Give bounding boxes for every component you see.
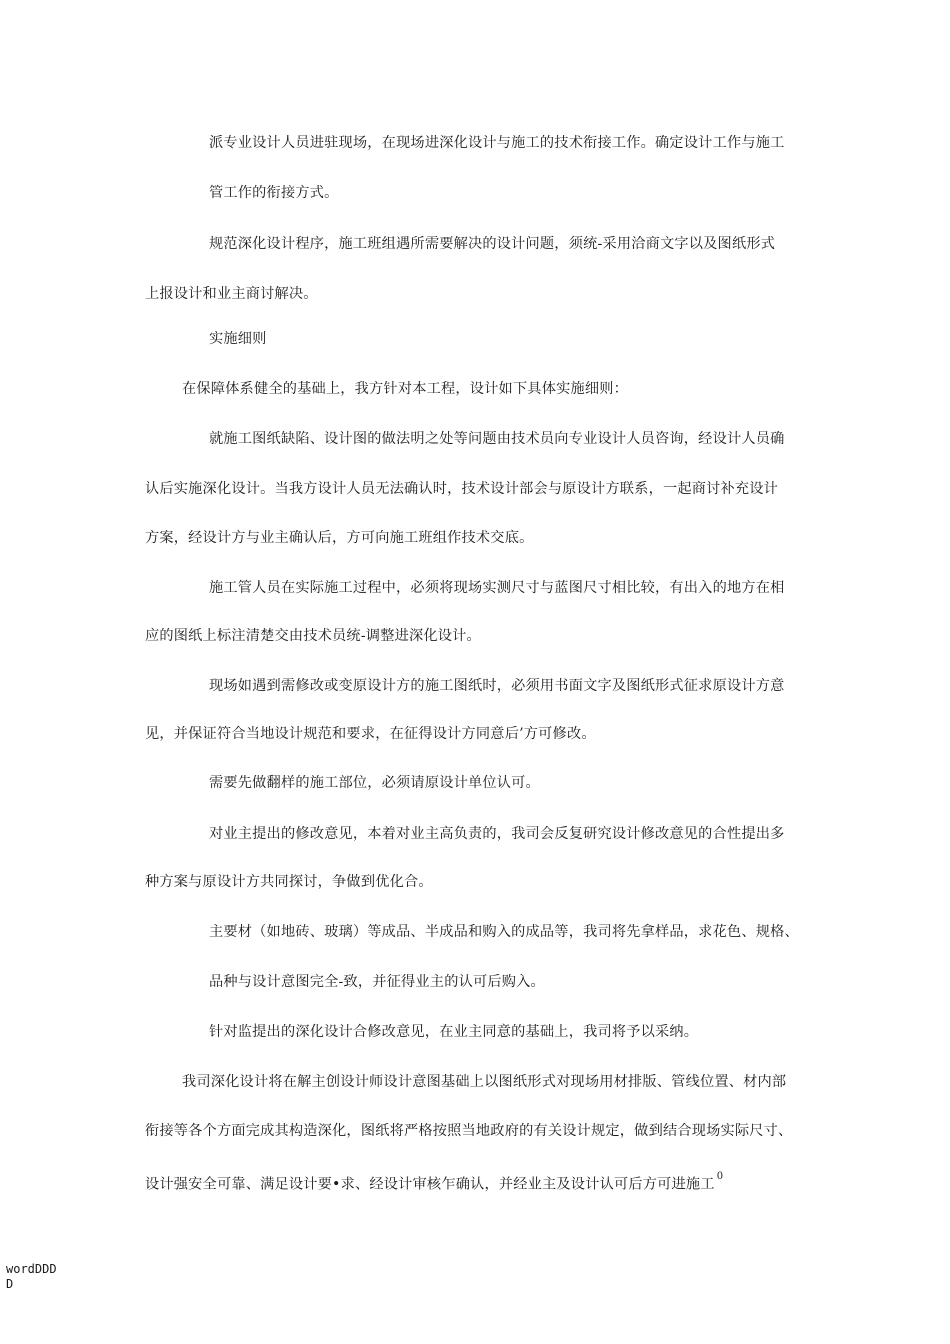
paragraph-line: 见，并保证符合当地设计规范和要求，在征得设计方同意后’方可修改。 — [145, 726, 596, 742]
paragraph-line: 在保障体系健全的基础上，我方针对本工程，设计如下具体实施细则： — [182, 381, 629, 397]
paragraph-line: 方案，经设计方与业主确认后，方可向施工班组作技术交底。 — [145, 530, 534, 546]
paragraph-line: 规范深化设计程序，施工班组遇所需要解决的设计问题，须统-采用洽商文字以及图纸形式 — [209, 236, 776, 252]
paragraph-line: 需要先做翻样的施工部位，必须请原设计单位认可。 — [209, 775, 540, 791]
paragraph-line: 施工管人员在实际施工过程中，必须将现场实测尺寸与蓝图尺寸相比较，有出入的地方在相 — [209, 580, 785, 596]
paragraph-line: 管工作的衔接方式。 — [209, 185, 339, 201]
paragraph-line: 就施工图纸缺陷、设计图的做法明之处等问题由技术员向专业设计人员咨询，经设计人员确 — [209, 431, 785, 447]
paragraph-line: 应的图纸上标注清楚交由技术员统-调整进深化设计。 — [145, 628, 481, 644]
page-footer — [6, 1262, 57, 1292]
paragraph-line: 主要材（如地砖、玻璃）等成品、半成品和购入的成品等，我司将先拿样品，求花色、规格、 — [209, 924, 799, 940]
paragraph-line: 衔接等各个方面完成其构造深化，图纸将严格按照当地政府的有关设计规定，做到结合现场实际尺寸、 — [145, 1123, 793, 1139]
footer-line-1: wordDDD — [6, 1262, 57, 1276]
section-heading: 实施细则 — [209, 331, 267, 347]
superscript: 0 — [716, 1171, 724, 1182]
paragraph-line: 现场如遇到需修改或变原设计方的施工图纸时，必须用书面文字及图纸形式征求原设计方意 — [209, 678, 785, 694]
paragraph-line: 种方案与原设计方共同探讨，争做到优化合。 — [145, 874, 433, 890]
paragraph-line: 派专业设计人员进驻现场，在现场进深化设计与施工的技术衔接工作。确定设计工作与施工 — [209, 135, 785, 151]
paragraph-line: 品种与设计意图完全-致，并征得业主的认可后购入。 — [209, 974, 545, 990]
footer-line-2: D — [6, 1277, 14, 1291]
paragraph-line: 上报设计和业主商讨解决。 — [145, 286, 318, 302]
paragraph-line-last — [145, 1171, 723, 1195]
paragraph-line: 认后实施深化设计。当我方设计人员无法确认时，技术设计部会与原设计方联系，一起商讨补充设计 — [145, 481, 779, 497]
paragraph-line: 针对监提出的深化设计合修改意见，在业主同意的基础上，我司将予以采纳。 — [209, 1024, 699, 1040]
paragraph-text: 设计强安全可靠、满足设计要•求、经设计审核乍确认，并经业主及设计认可后方可进施工 — [145, 1176, 715, 1193]
paragraph-line: 对业主提出的修改意见，本着对业主高负责的，我司会反复研究设计修改意见的合性提出多 — [209, 826, 785, 842]
paragraph-line: 我司深化设计将在解主创设计师设计意图基础上以图纸形式对现场用材排版、管线位置、材内部 — [182, 1074, 787, 1090]
